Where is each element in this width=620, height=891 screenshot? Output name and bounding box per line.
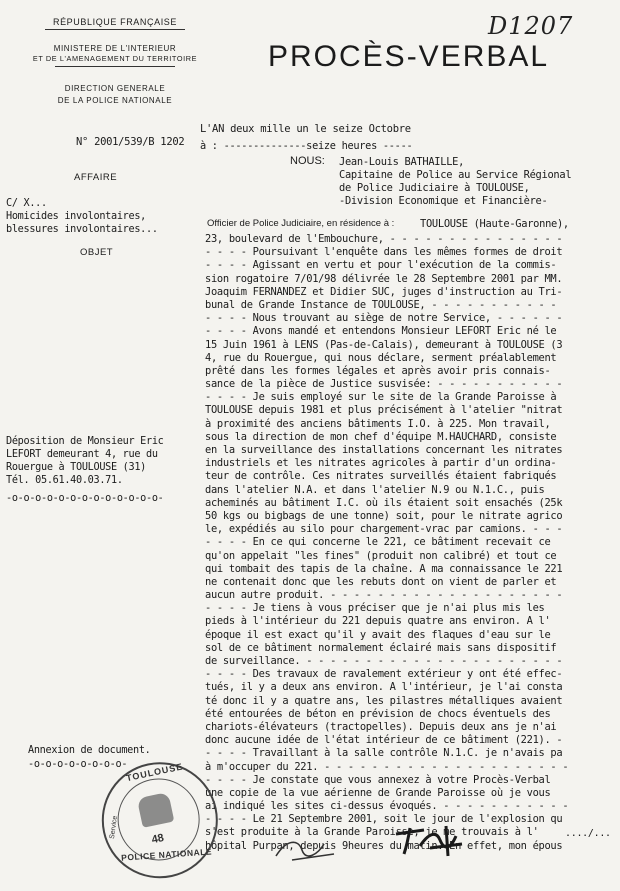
body-line: qu'on appelait "les fines" (produit non calibré) et tout ce	[205, 549, 557, 562]
document-reference: D1207	[488, 12, 574, 40]
objet-label: OBJET	[80, 247, 114, 258]
republic-heading: RÉPUBLIQUE FRANÇAISE	[52, 17, 178, 27]
continuation-marker: ..../...	[565, 828, 611, 839]
direction-line-2: DE LA POLICE NATIONALE	[57, 96, 173, 105]
affaire-label: AFFAIRE	[74, 172, 118, 183]
deposition-line-4: Tél. 05.61.40.03.71.	[6, 475, 123, 486]
date-day-line: à : --------------seize heures -----	[200, 140, 413, 152]
body-line: sion rogatoire 7/01/98 délivrée le 28 Septembre 2001 par MM.	[205, 272, 563, 285]
body-line: - - - - Des travaux de ravalement extérieur y ont été effec-	[205, 668, 563, 681]
body-line: époque il est exact qu'il y avait des flaques d'eau sur le	[205, 628, 551, 641]
body-line: - - - - Travaillant à la salle contrôle N.1.C. je n'avais pa	[205, 747, 563, 760]
body-line: le, expédiés au silo pour chargement-vrac par camions. - - -	[205, 523, 563, 536]
body-line: - - - - Nous trouvant au siège de notre Service, - - - - - -	[205, 312, 563, 325]
affaire-line-1: C/ X...	[6, 198, 47, 209]
deposition-line-1: Déposition de Monsieur Eric	[6, 436, 164, 447]
date-year-line: L'AN deux mille un le seize Octobre	[200, 123, 411, 135]
body-line: prêté dans les formes légales et après avoir pris connais-	[205, 364, 551, 377]
body-line: teur de contrôle. Ces nitrates surveillés étaient fabriqués	[205, 470, 557, 483]
body-line: té donc il y a quatre ans, les pilastres métalliques avaient	[205, 694, 563, 707]
body-line: aucun autre produit. - - - - - - - - - - - - - - - - - - - -	[205, 589, 563, 602]
body-line: Joaquim FERNANDEZ et Didier SUC, juges d'instruction au Tri-	[205, 285, 563, 298]
body-line: qui tombait des tapis de la chaîne. A ma connaissance le 221	[205, 562, 563, 575]
residence-label: Officier de Police Judiciaire, en résidence à :	[207, 218, 395, 229]
body-line: bunal de Grande Instance de TOULOUSE, - - - - - - - - - - -	[205, 298, 557, 311]
nous-label: NOUS:	[290, 155, 325, 167]
body-line: 50 kgs ou bigbags de une tonne) soit, pour le nitrate agrico	[205, 509, 563, 522]
body-line: - - - - Le 21 Septembre 2001, soit le jour de l'explosion qu	[205, 813, 563, 826]
annex-label: Annexion de document.	[28, 745, 151, 756]
affaire-line-2: Homicides involontaires,	[6, 211, 147, 222]
direction-line-1: DIRECTION GENERALE	[64, 84, 166, 93]
body-line: pieds à l'intérieur du 221 depuis quatre ans environ. A l'	[205, 615, 551, 628]
body-line: 4, rue du Rouergue, qui nous déclare, serment préalablement	[205, 351, 557, 364]
stamp-number: 48	[150, 831, 166, 847]
left-separator: -o-o-o-o-o-o-o-o-o-o-o-o-o-	[6, 493, 164, 504]
body-line: à m'occuper du 221. - - - - - - - - - - - - - - - - - - - - -	[205, 760, 569, 773]
body-line: 23, boulevard de l'Embouchure, - - - - - - - - - - - - - - -	[205, 233, 563, 245]
body-line: hôpital Purpan, depuis 9heures du matin. En effet, mon épous	[205, 839, 563, 852]
stamp-side-text: Service	[108, 815, 120, 840]
ministry-underline	[55, 66, 175, 67]
body-line: s'est produite à la Grande Paroisse, je me trouvais à l'	[205, 826, 539, 839]
officer-line-4: -Division Economique et Financière-	[339, 195, 548, 207]
body-line: tués, il y a deux ans environ. A l'intérieur, je l'ai consta	[205, 681, 563, 694]
body-line: sous la direction de mon chef d'équipe M.HAUCHARD, consiste	[205, 430, 557, 443]
body-line: été entourées de béton en prévision de chocs éventuels des	[205, 707, 551, 720]
deposition-body	[205, 233, 615, 853]
annex-separator: -o-o-o-o-o-o-o-o-	[28, 759, 128, 770]
body-line: en la surveillance des installations concernant les nitrates	[205, 444, 563, 456]
body-line: acheminés au bâtiment I.C. où ils étaient soit ensachés (25k	[205, 496, 563, 509]
body-line: - - - - En ce qui concerne le 221, ce bâtiment recevait ce	[205, 536, 551, 549]
republic-underline	[45, 29, 185, 30]
body-line: chariots-élévateurs (tractopelles). Depuis deux ans je n'ai	[205, 720, 557, 733]
officer-line-2: Capitaine de Police au Service Régional	[339, 169, 572, 181]
ministry-line-1: MINISTERE DE L'INTERIEUR	[53, 44, 177, 53]
body-line: sance de la pièce de Justice susvisée: - - - - - - - - - - -	[205, 378, 563, 391]
body-line: 15 Juin 1961 à LENS (Pas-de-Calais), demeurant à TOULOUSE (3	[205, 338, 563, 351]
police-stamp	[91, 751, 231, 891]
witness-signature	[390, 820, 470, 862]
deposition-line-3: Rouergue à TOULOUSE (31)	[6, 462, 147, 473]
body-line: dans l'atelier N.A. et dans l'atelier N.9 ou N.1.C., puis	[205, 483, 545, 496]
officer-signature	[272, 832, 342, 866]
body-line: - - - - Je suis employé sur le site de la Grande Paroisse à	[205, 391, 557, 404]
body-line: TOULOUSE depuis 1981 et plus précisément à l'atelier "nitrat	[205, 404, 563, 417]
body-line: industriels et les nitrates agricoles à partir d'un ordina-	[205, 457, 557, 470]
affaire-line-3: blessures involontaires...	[6, 224, 158, 235]
body-line: donc aucune idée de l'état intérieur de ce bâtiment (221). -	[205, 734, 563, 747]
body-line: à proximité des anciens bâtiments I.O. à 225. Mon travail,	[205, 417, 551, 430]
body-line: - - - - Je tiens à vous préciser que je n'ai plus mis les	[205, 602, 545, 615]
body-line: - - - - Agissant en vertu et pour l'exécution de la commis-	[205, 259, 557, 272]
page-title: PROCÈS-VERBAL	[268, 40, 550, 73]
body-line: - - - - Je constate que vous annexez à votre Procès-Verbal	[205, 773, 551, 786]
officer-line-1: Jean-Louis BATHAILLE,	[339, 156, 465, 168]
body-line: - - - - Poursuivant l'enquête dans les mêmes formes de droit	[205, 246, 563, 259]
stamp-bottom-text: POLICE NATIONALE	[120, 846, 213, 863]
body-line: de surveillance. - - - - - - - - - - - - - - - - - - - - - -	[205, 655, 563, 667]
body-line: sol de ce bâtiment normalement éclairé mais sans dispositif	[205, 641, 557, 654]
deposition-line-2: LEFORT demeurant 4, rue du	[6, 449, 158, 460]
residence-value: TOULOUSE (Haute-Garonne),	[420, 218, 569, 230]
stamp-top-text: TOULOUSE	[125, 761, 184, 784]
officer-line-3: de Police Judiciaire à TOULOUSE,	[339, 182, 530, 194]
body-line: ai indiqué les sites ci-dessus évoqués. - - - - - - - - - - -	[205, 800, 569, 813]
ministry-line-2: ET DE L'AMENAGEMENT DU TERRITOIRE	[32, 54, 198, 63]
body-line: - - - - Avons mandé et entendons Monsieur LEFORT Eric né le	[205, 325, 557, 338]
pv-number: N° 2001/539/B 1202	[76, 136, 185, 148]
body-line: une copie de la vue aérienne de Grande Paroisse où je vous	[205, 786, 551, 799]
body-line: ne contenait donc que les rebuts dont on vient de parler et	[205, 575, 557, 588]
